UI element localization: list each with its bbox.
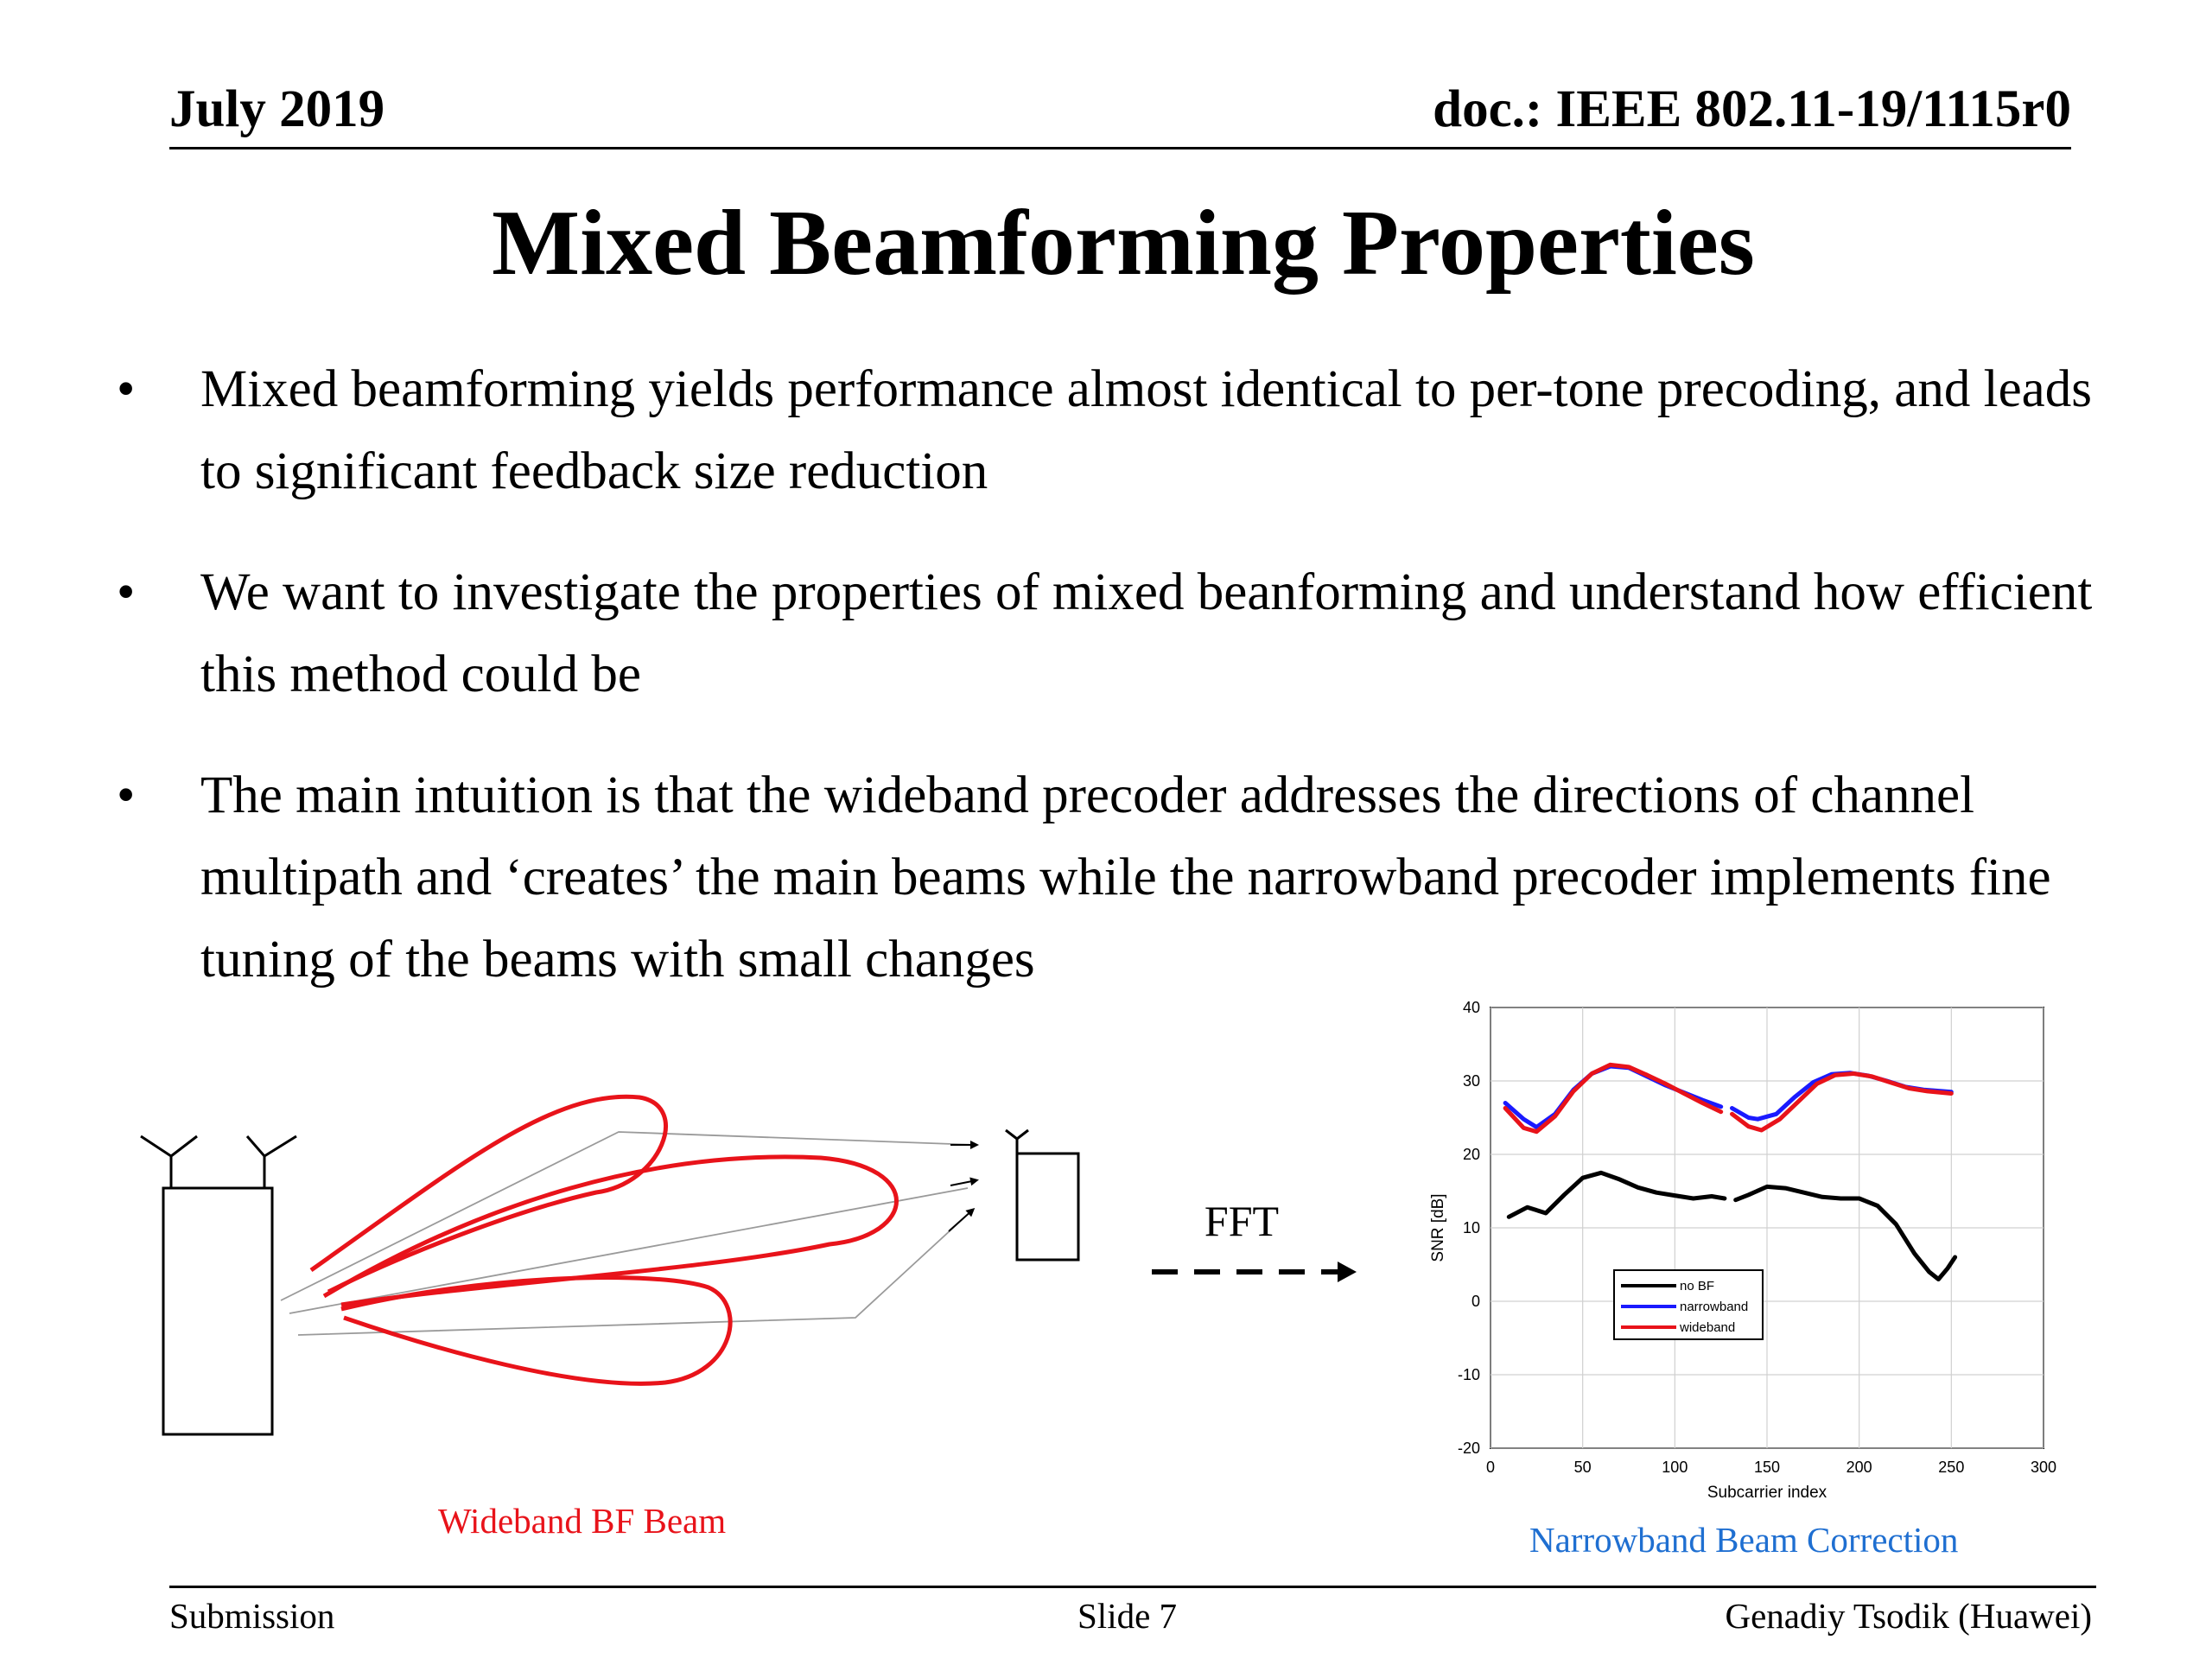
narrowband-correction-caption: Narrowband Beam Correction bbox=[1529, 1520, 1959, 1560]
y-tick-label: 0 bbox=[1471, 1293, 1480, 1310]
wideband-beam-caption: Wideband BF Beam bbox=[438, 1501, 727, 1541]
snr-chart bbox=[1382, 994, 2074, 1521]
x-tick-label: 50 bbox=[1573, 1459, 1592, 1476]
arrow-icon bbox=[949, 1210, 973, 1231]
bullet-marker: • bbox=[117, 360, 136, 418]
x-tick-label: 200 bbox=[1846, 1459, 1872, 1476]
y-tick-label: 10 bbox=[1462, 1219, 1480, 1236]
fft-label: FFT bbox=[1204, 1197, 1280, 1245]
header-divider bbox=[169, 147, 2071, 149]
y-tick-label: -20 bbox=[1457, 1440, 1480, 1457]
bullet-text-2: We want to investigate the properties of mixed beanforming and understand how efficient this method could be bbox=[200, 563, 2093, 703]
ray-arrows bbox=[949, 1145, 976, 1231]
x-tick-label: 150 bbox=[1753, 1459, 1781, 1476]
transmitter-box bbox=[163, 1188, 272, 1434]
y-tick-label: -10 bbox=[1457, 1366, 1480, 1383]
footer-submission: Submission bbox=[169, 1596, 335, 1636]
x-tick-label: 100 bbox=[1662, 1459, 1688, 1476]
header-date: July 2019 bbox=[169, 80, 385, 138]
fft-arrow-icon bbox=[1338, 1262, 1357, 1282]
bullet-marker: • bbox=[117, 563, 136, 621]
y-axis-label: SNR [dB] bbox=[1429, 1193, 1447, 1262]
y-tick-label: 30 bbox=[1462, 1072, 1480, 1090]
receiver-antenna-icon bbox=[1006, 1130, 1028, 1154]
legend-label: narrowband bbox=[1680, 1300, 1749, 1314]
y-tick-label: 20 bbox=[1462, 1146, 1480, 1163]
ray-path bbox=[289, 1188, 968, 1313]
footer-divider bbox=[169, 1586, 2096, 1588]
receiver bbox=[1006, 1130, 1078, 1260]
legend-label: wideband bbox=[1680, 1320, 1736, 1335]
legend-label: no BF bbox=[1680, 1279, 1715, 1294]
bullet-text-1: Mixed beamforming yields performance almost identical to per-tone precoding, and leads to significant feedback size reduction bbox=[200, 360, 2092, 500]
footer-author: Genadiy Tsodik (Huawei) bbox=[1725, 1596, 2092, 1636]
slide-title: Mixed Beamforming Properties bbox=[492, 192, 1755, 295]
header-doc-id: doc.: IEEE 802.11-19/1115r0 bbox=[1433, 80, 2071, 138]
receiver-box bbox=[1017, 1154, 1078, 1260]
x-axis-label: Subcarrier index bbox=[1707, 1484, 1827, 1502]
beam-lobe bbox=[311, 1096, 665, 1292]
x-tick-label: 0 bbox=[1485, 1459, 1496, 1476]
transmitter bbox=[141, 1136, 296, 1434]
beam-lobe bbox=[324, 1157, 897, 1305]
x-tick-label: 250 bbox=[1938, 1459, 1965, 1476]
footer-slide-number: Slide 7 bbox=[1077, 1596, 1178, 1636]
transmitter-antennas-icon bbox=[141, 1136, 296, 1188]
bullet-text-3: The main intuition is that the wideband precoder addresses the directions of channel multipath and ‘creates’ the main beams while the narrowband precoder implements fine tuning of the beams with small changes bbox=[200, 766, 2051, 988]
chart-legend bbox=[1614, 1270, 1763, 1339]
y-tick-label: 40 bbox=[1462, 999, 1480, 1016]
x-tick-label: 300 bbox=[2030, 1459, 2057, 1476]
beamforming-diagram bbox=[0, 994, 1382, 1478]
bullet-marker: • bbox=[117, 766, 136, 824]
arrow-icon bbox=[950, 1180, 976, 1185]
